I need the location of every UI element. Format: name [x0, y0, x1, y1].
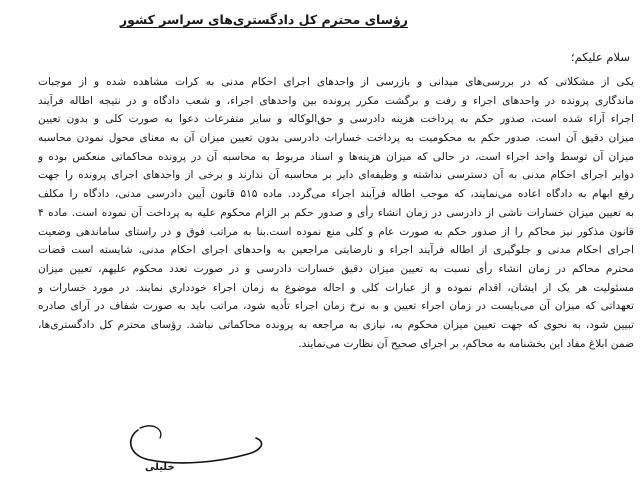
body-line: محترم محاکم در زمان انشاء رأی نسبت به تعیین میزان دقیق خسارات دادرسی و در صورت تعدد محکوم علیهم، تعیین میزان: [38, 262, 634, 275]
body-line: قانون مذکور نیز محاکم را از صدور حکم به صورت عام و کلی منع نموده است.بنا به مراتب فوق و در راستای ساماندهی وضعیت: [38, 225, 634, 238]
signature-scribble-icon: [120, 416, 270, 480]
body-line: مسئولیت هر یک از ایشان، اقدام نموده و از عبارات کلی و احاله موضوع به زمان اجراء خودداری نمایند. در مورد خسارات و: [38, 281, 634, 294]
letter-body: [38, 73, 634, 353]
body-line: یکی از مشکلاتی که در بررسی‌های میدانی و بازرسی از واحدهای اجرای احکام مدنی به کرات مشاهده شده و از موجبات: [38, 76, 634, 88]
signature: [120, 416, 270, 480]
body-line: دوایر اجرای احکام مدنی به آن دسترسی نداشته و وظیفه‌ای دایر بر محاسبه آن ندارند و برخی از واحدهای اجرای پرونده را جهت: [38, 169, 634, 182]
body-line: میزان آن توسط واحد اجراء است، در حالی که میزان هزینه‌ها و اسناد مربوط به محاسبه آن در پرونده محاکماتی منعکس بوده و: [38, 150, 634, 163]
greeting-line: سلام علیکم؛: [570, 50, 630, 64]
body-line: تبیین شود، به نحوی که جهت تعیین میزان محکوم به، نیازی به مراجعه به پرونده محاکماتی نباشد. رؤسای محترم کل دادگستری‌ها،: [38, 318, 634, 331]
body-line: اجراء آراء شده است، صدور حکم به پرداخت هزینه دادرسی و حق‌الوکاله و سایر متفرعات دعوا به صورت کلی و بدون تعیین: [38, 113, 634, 126]
body-line: ضمن ابلاغ مفاد این بخشنامه به محاکم، بر اجرای صحیح آن نظارت می‌نمایند.: [298, 337, 634, 350]
body-line: به تعیین میزان خسارات ناشی از دادرسی در زمان انشاء رأی و صدور حکم بر الزام محکوم علیه به پرداخت آن نموده است. ماده ۴: [38, 206, 634, 219]
body-line: رفع ابهام به دادگاه اعاده می‌نمایند، که موجب اطاله فرآیند اجراء می‌گردد. ماده ۵۱۵ قانون آیین دادرسی مدنی، دادگاه را مکلف: [38, 188, 634, 201]
body-line: تعهداتی که میزان آن می‌بایست در زمان اجراء تعیین و به نرخ زمان اجراء تأدیه شود، مراتب باید به صورت شفاف در آرای صادره: [38, 300, 634, 313]
body-line: میزان دقیق آن است. صدور حکم به محکومیت به پرداخت خسارات دادرسی بدون تعیین میزان آن به معنای محول نمودن محاسبه: [38, 132, 634, 145]
letter-addressee-heading: رؤسای محترم کل دادگستری‌های سراسر کشور: [119, 12, 408, 27]
body-line: ماندگاری پرونده در واحدهای اجراء و رفت و برگشت مکرر پرونده بین واحدهای اجراء، و شعب دادگاه و در نتیجه اطاله فرآیند: [38, 94, 634, 107]
signer-name: خلیلی: [145, 462, 175, 473]
body-line: اجرای احکام مدنی و جلوگیری از اطاله فرآیند اجراء و نارضایتی مراجعین به واحدهای اجرای احکام مدنی، شایسته است قضات: [38, 244, 634, 257]
